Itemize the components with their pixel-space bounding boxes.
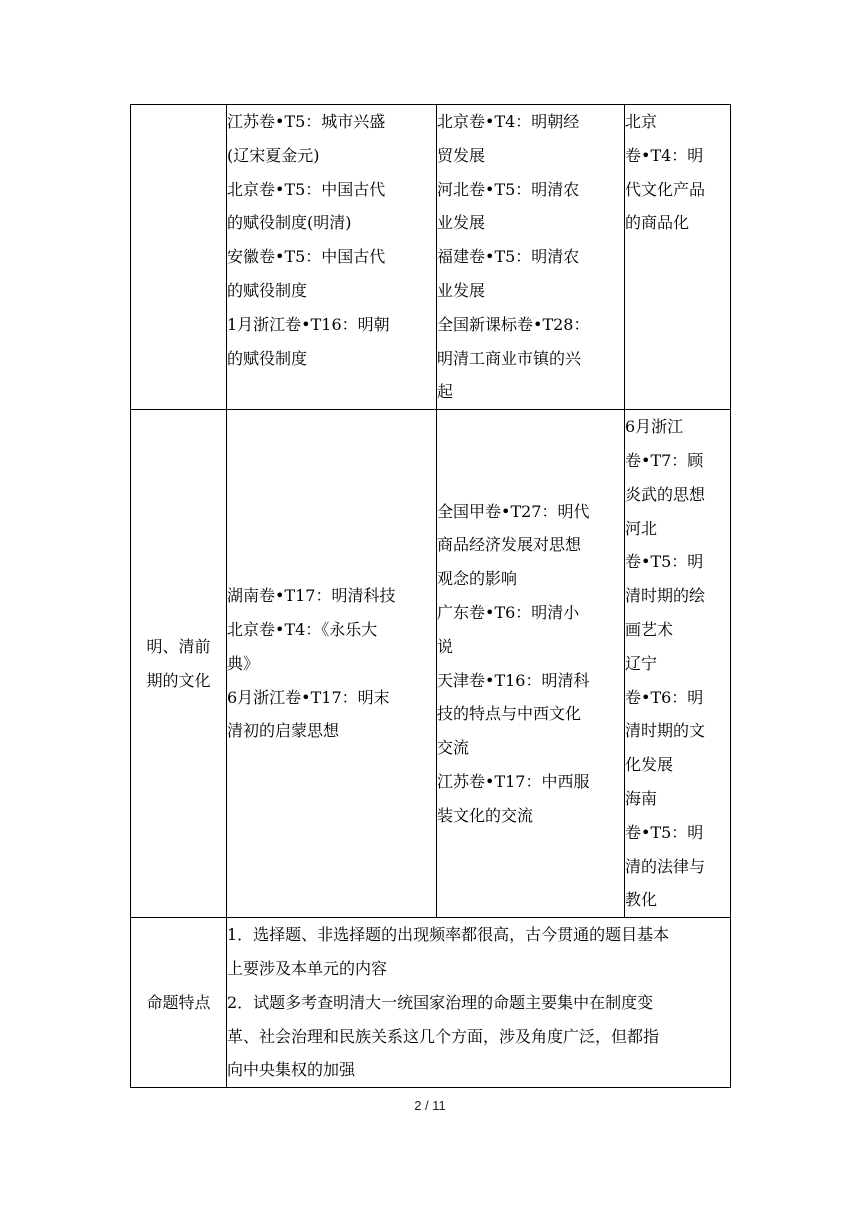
- table-cell: [625, 410, 731, 918]
- cell-line: 湖南卷•T17：明清科技: [227, 586, 396, 606]
- row-label-cell: [131, 918, 227, 1088]
- table-cell: [227, 105, 437, 410]
- cell-line: 业发展: [437, 280, 486, 300]
- table-cell: [437, 105, 625, 410]
- cell-line: 1．选择题、非选择题的出现频率都很高，古今贯通的题目基本: [227, 925, 670, 945]
- cell-line: 明清工商业市镇的兴: [437, 348, 582, 368]
- cell-line: 福建卷•T5：明清农: [437, 247, 580, 267]
- cell-line: 技的特点与中西文化: [437, 704, 582, 724]
- cell-line: 清时期的文: [625, 721, 706, 741]
- cell-line: 河北卷•T5：明清农: [437, 179, 580, 199]
- row-label-line: 明、清前: [146, 636, 211, 656]
- cell-line: 清的法律与: [625, 856, 706, 876]
- cell-line: 说: [437, 636, 454, 656]
- cell-line: 河北: [625, 518, 658, 538]
- cell-line: 装文化的交流: [437, 805, 534, 825]
- cell-line: 江苏卷•T5：城市兴盛: [227, 112, 386, 131]
- cell-line: (辽宋夏金元): [227, 145, 320, 165]
- row-label-line: 命题特点: [146, 992, 211, 1012]
- cell-line: 典》: [227, 653, 260, 673]
- cell-line: 炎武的思想: [625, 484, 706, 504]
- cell-line: 全国新课标卷•T28：: [437, 314, 590, 334]
- cell-line: 安徽卷•T5：中国古代: [227, 247, 386, 267]
- cell-line: 代文化产品: [625, 179, 706, 199]
- cell-line: 革、社会治理和民族关系这几个方面，涉及角度广泛，但都指: [227, 1026, 660, 1046]
- cell-line: 辽宁: [625, 653, 658, 673]
- cell-line: 卷•T5：明: [625, 822, 704, 842]
- cell-line: 上要涉及本单元的内容: [227, 958, 388, 978]
- table-row: [131, 918, 731, 1088]
- cell-line: 教化: [625, 890, 658, 910]
- cell-line: 全国甲卷•T27：明代: [437, 501, 590, 521]
- cell-line: 业发展: [437, 213, 486, 233]
- cell-line: 观念的影响: [437, 569, 518, 589]
- cell-line: 的商品化: [625, 213, 690, 233]
- exam-analysis-table: [130, 104, 731, 1088]
- cell-line: 的赋役制度: [227, 280, 308, 300]
- table-cell-merged: [227, 918, 731, 1088]
- cell-line: 的赋役制度(明清): [227, 213, 352, 233]
- cell-line: 贸发展: [437, 145, 486, 165]
- cell-line: 天津卷•T16：明清科: [437, 670, 590, 690]
- table-cell: [227, 410, 437, 918]
- table-row: [131, 105, 731, 410]
- cell-line: 化发展: [625, 755, 674, 775]
- cell-line: 交流: [437, 738, 470, 758]
- cell-line: 江苏卷•T17：中西服: [437, 772, 590, 792]
- cell-line: 2．试题多考查明清大一统国家治理的命题主要集中在制度变: [227, 992, 654, 1012]
- cell-line: 清初的启蒙思想: [227, 721, 340, 741]
- cell-line: 北京卷•T4：《永乐大: [227, 619, 378, 639]
- cell-line: 6月浙江: [625, 417, 684, 437]
- cell-line: 商品经济发展对思想: [437, 535, 582, 555]
- table-row: [131, 410, 731, 918]
- page-number: 2 / 11: [414, 1098, 446, 1113]
- cell-line: 卷•T7：顾: [625, 450, 704, 470]
- cell-line: 的赋役制度: [227, 348, 308, 368]
- row-label-line: 期的文化: [146, 670, 211, 690]
- cell-line: 北京卷•T5：中国古代: [227, 179, 386, 199]
- cell-line: 卷•T4：明: [625, 145, 704, 165]
- cell-line: 海南: [625, 788, 658, 808]
- cell-line: 广东卷•T6：明清小: [437, 603, 580, 623]
- cell-line: 1月浙江卷•T16：明朝: [227, 314, 390, 334]
- cell-line: 清时期的绘: [625, 586, 706, 606]
- row-label-cell: [131, 410, 227, 918]
- cell-line: 北京: [625, 112, 658, 131]
- table-cell: [437, 410, 625, 918]
- cell-line: 6月浙江卷•T17：明末: [227, 687, 390, 707]
- cell-line: 起: [437, 382, 454, 402]
- cell-line: 向中央集权的加强: [227, 1060, 356, 1080]
- cell-line: 北京卷•T4：明朝经: [437, 112, 580, 131]
- cell-line: 卷•T6：明: [625, 687, 704, 707]
- table-cell: [625, 105, 731, 410]
- row-label-cell: [131, 105, 227, 410]
- cell-line: 画艺术: [625, 619, 674, 639]
- cell-line: 卷•T5：明: [625, 552, 704, 572]
